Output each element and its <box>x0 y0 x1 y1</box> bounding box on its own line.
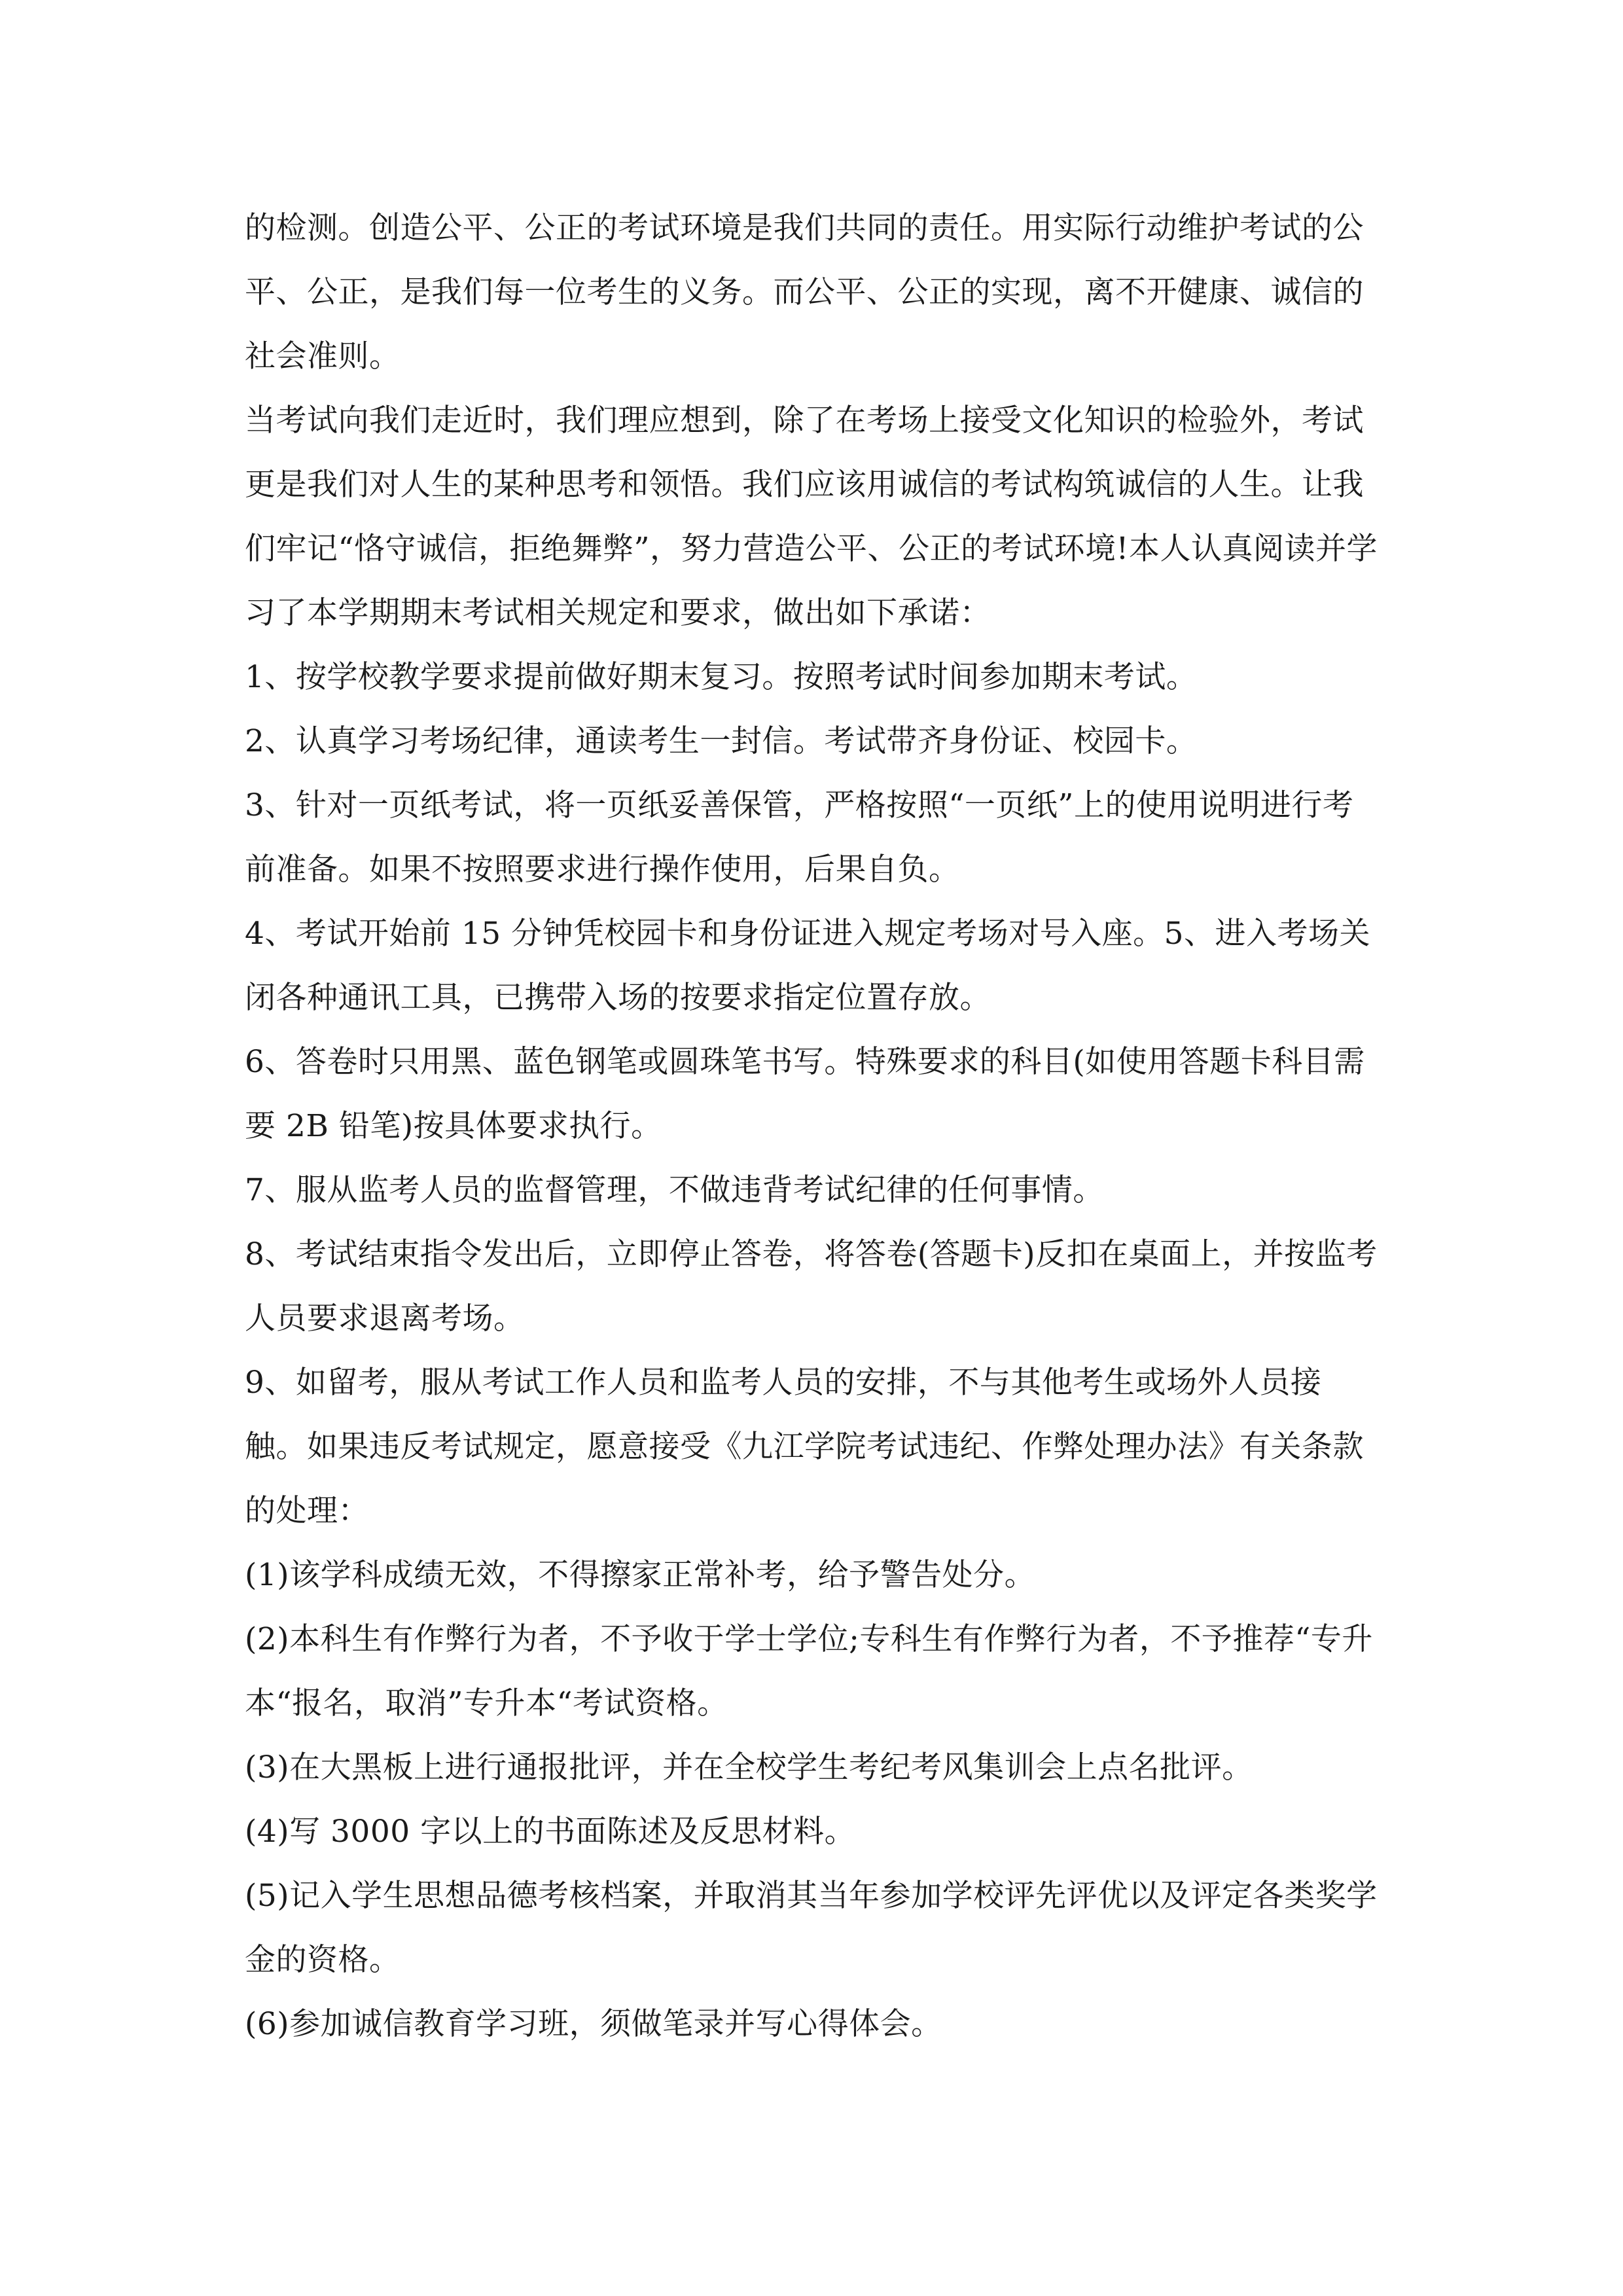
paragraph-item-4-5: 4、考试开始前 15 分钟凭校园卡和身份证进入规定考场对号入座。5、进入考场关闭各种通讯工具，已携带入场的按要求指定位置存放。 <box>245 916 1370 1016</box>
paragraph-pledge-intro: 当考试向我们走近时，我们理应想到，除了在考场上接受文化知识的检验外，考试更是我们对人生的某种思考和领悟。我们应该用诚信的考试构筑诚信的人生。让我们牢记“恪守诚信，拒绝舞弊”，努力营造公平、公正的考试环境!本人认真阅读并学习了本学期期末考试相关规定和要求，做出如下承诺： <box>245 403 1378 631</box>
paragraph-penalty-1: (1)该学科成绩无效，不得擦家正常补考，给予警告处分。 <box>245 1557 1036 1593</box>
paragraph-penalty-4: (4)写 3000 字以上的书面陈述及反思材料。 <box>245 1814 856 1850</box>
document-body <box>245 196 1383 2056</box>
paragraph-item-9: 9、如留考，服从考试工作人员和监考人员的安排，不与其他考生或场外人员接触。如果违反考试规定，愿意接受《九江学院考试违纪、作弊处理办法》有关条款的处理： <box>245 1365 1364 1529</box>
paragraph-penalty-2: (2)本科生有作弊行为者，不予收于学士学位;专科生有作弊行为者，不予推荐“专升本“报名，取消”专升本“考试资格。 <box>245 1621 1373 1721</box>
paragraph-penalty-6: (6)参加诚信教育学习班，须做笔录并写心得体会。 <box>245 2006 942 2042</box>
paragraph-item-6: 6、答卷时只用黑、蓝色钢笔或圆珠笔书写。特殊要求的科目(如使用答题卡科目需要 2B 铅笔)按具体要求执行。 <box>245 1044 1365 1144</box>
paragraph-item-7: 7、服从监考人员的监督管理，不做违背考试纪律的任何事情。 <box>245 1172 1104 1208</box>
paragraph-item-3: 3、针对一页纸考试，将一页纸妥善保管，严格按照“一页纸”上的使用说明进行考前准备。如果不按照要求进行操作使用，后果自负。 <box>245 787 1354 888</box>
paragraph-item-2: 2、认真学习考场纪律，通读考生一封信。考试带齐身份证、校园卡。 <box>245 723 1198 759</box>
paragraph-item-1: 1、按学校教学要求提前做好期末复习。按照考试时间参加期末考试。 <box>245 659 1198 695</box>
paragraph-penalty-3: (3)在大黑板上进行通报批评，并在全校学生考纪考风集训会上点名批评。 <box>245 1749 1253 1785</box>
paragraph-penalty-5: (5)记入学生思想品德考核档案，并取消其当年参加学校评先评优以及评定各类奖学金的资格。 <box>245 1878 1378 1978</box>
paragraph-item-8: 8、考试结束指令发出后，立即停止答卷，将答卷(答题卡)反扣在桌面上，并按监考人员要求退离考场。 <box>245 1236 1378 1336</box>
paragraph-fairness: 的检测。创造公平、公正的考试环境是我们共同的责任。用实际行动维护考试的公平、公正，是我们每一位考生的义务。而公平、公正的实现，离不开健康、诚信的社会准则。 <box>245 210 1364 374</box>
